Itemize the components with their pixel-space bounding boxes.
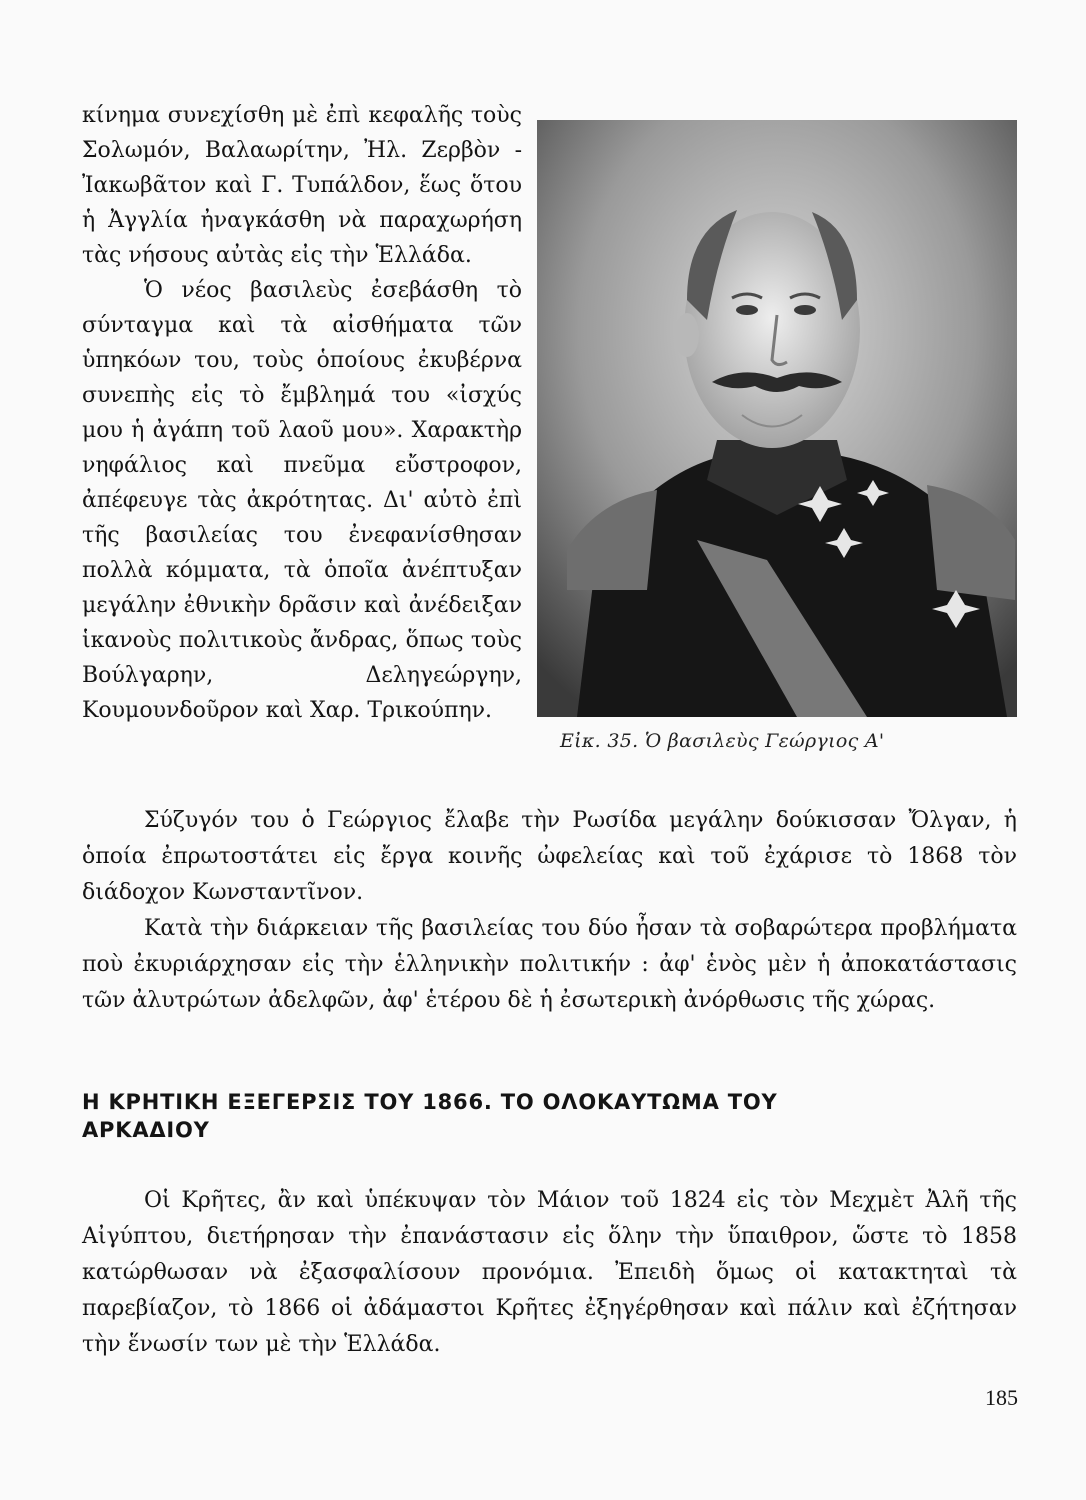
figure-caption: Εἰκ. 35. Ὁ βασιλεὺς Γεώργιος Α' (560, 730, 885, 752)
paragraph: Σύζυγόν του ὁ Γεώργιος ἔλαβε τὴν Ρωσίδα μεγάλην δούκισσαν Ὄλγαν, ἡ ὁποία ἐπρωτοστάτει εἰς ἔργα κοινῆς ὠφελείας καὶ τοῦ ἐχάρισε τὸ 1868 τὸν διάδοχον Κωνσταντῖνον. (82, 808, 1017, 905)
section-body (82, 1183, 1017, 1363)
section-heading: Η ΚΡΗΤΙΚΗ ΕΞΕΓΕΡΣΙΣ ΤΟΥ 1866. ΤΟ ΟΛΟΚΑΥΤΩΜΑ ΤΟΥ ΑΡΚΑΔΙΟΥ (82, 1090, 778, 1142)
left-column-text (82, 98, 522, 728)
full-width-text (82, 803, 1017, 1019)
paragraph: Ὁ νέος βασιλεὺς ἐσεβάσθη τὸ σύνταγμα καὶ τὰ αἰσθήματα τῶν ὑπηκόων του, τοὺς ὁποίους ἐκυβέρνα συνεπὴς εἰς τὸ ἔμβλημά του «ἰσχύς μου ἡ ἀγάπη τοῦ λαοῦ μου». Χαρακτὴρ νηφάλιος καὶ πνεῦμα εὔστροφον, ἀπέφευγε τὰς ἀκρότητας. Δι' αὐτὸ ἐπὶ τῆς βασιλείας του ἐνεφανίσθησαν πολλὰ κόμματα, τὰ ὁποῖα ἀνέπτυξαν μεγάλην ἐθνικὴν δρᾶσιν καὶ ἀνέδειξαν ἱκανοὺς πολιτικοὺς ἄνδρας, ὅπως τοὺς Βούλγαρην, Δεληγεώργην, Κουμουνδοῦρον καὶ Χαρ. Τρικούπην. (82, 278, 522, 723)
paragraph: Κατὰ τὴν διάρκειαν τῆς βασιλείας του δύο ἦσαν τὰ σοβαρώτερα προβλήματα ποὺ ἐκυριάρχησαν εἰς τὴν ἑλληνικὴν πολιτικήν : ἀφ' ἑνὸς μὲν ἡ ἀποκατάστασις τῶν ἀλυτρώτων ἀδελφῶν, ἀφ' ἑτέρου δὲ ἡ ἐσωτερικὴ ἀνόρθωσις τῆς χώρας. (82, 916, 1017, 1013)
paragraph: Οἱ Κρῆτες, ἂν καὶ ὑπέκυψαν τὸν Μάιον τοῦ 1824 εἰς τὸν Μεχμὲτ Ἀλῆ τῆς Αἰγύπτου, διετήρησαν τὴν ἐπανάστασιν εἰς ὅλην τὴν ὕπαιθρον, ὥστε τὸ 1858 κατώρθωσαν νὰ ἐξασφαλίσουν προνόμια. Ἐπειδὴ ὅμως οἱ κατακτηταὶ τὰ παρεβίαζον, τὸ 1866 οἱ ἀδάμαστοι Κρῆτες ἐξηγέρθησαν καὶ πάλιν καὶ ἐζήτησαν τὴν ἕνωσίν των μὲ τὴν Ἑλλάδα. (82, 1188, 1017, 1357)
page-number: 185 (985, 1385, 1018, 1410)
portrait-photo (537, 120, 1017, 717)
paragraph: κίνημα συνεχίσθη μὲ ἐπὶ κεφαλῆς τοὺς Σολωμόν, Βαλαωρίτην, Ἠλ. Ζερβὸν - Ἰακωβᾶτον καὶ Γ. Τυπάλδον, ἕως ὅτου ἡ Ἀγγλία ἠναγκάσθη νὰ παραχωρήση τὰς νήσους αὐτὰς εἰς τὴν Ἑλλάδα. (82, 103, 522, 268)
